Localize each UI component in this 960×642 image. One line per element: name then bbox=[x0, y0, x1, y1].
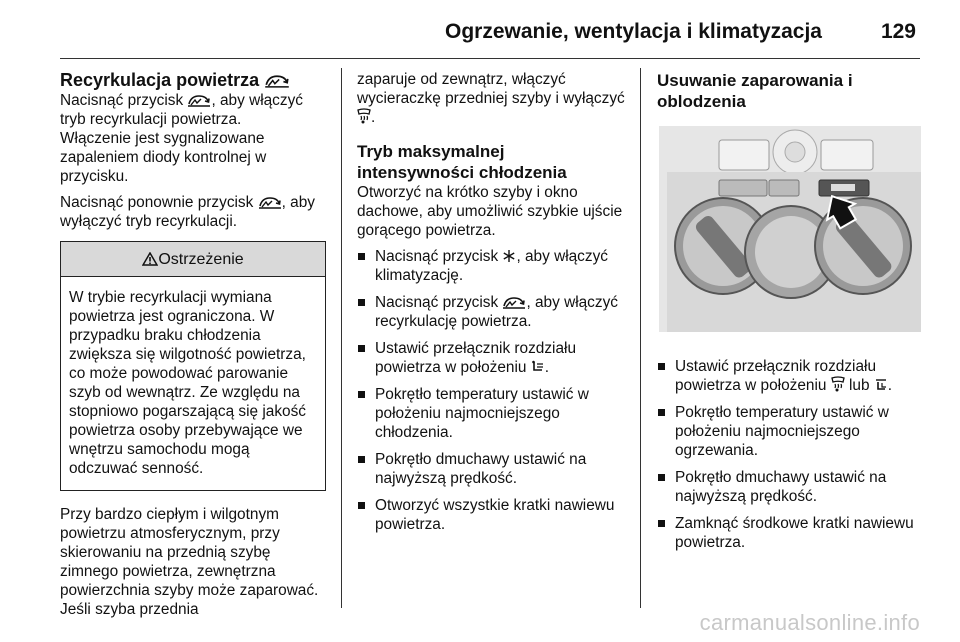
warning-text: W trybie recyrkulacji wymiana powietrza jest ograniczona. W przypadku braku chłodzenia zwiększa się wilgotność powietrza, co może powodować parowanie szyb od wewnątrz. Ze względu na stopniowo pogarszającą się jakość powietrza osoby przebywające we wnętrzu samochodu mogą odczuwać senność. bbox=[69, 289, 306, 477]
face-vent-icon bbox=[531, 360, 545, 374]
heading-text: Recyrkulacja powietrza bbox=[60, 70, 260, 90]
bullet-list bbox=[657, 357, 925, 552]
snowflake-icon bbox=[502, 249, 516, 263]
column-1 bbox=[60, 70, 326, 626]
text: lub bbox=[844, 377, 874, 394]
list-item: Pokrętło dmuchawy ustawić na najwyższą prędkość. bbox=[357, 450, 625, 488]
list-item bbox=[357, 247, 625, 285]
windshield-defrost-icon bbox=[831, 376, 845, 392]
windshield-defrost-icon bbox=[357, 108, 371, 124]
recirculation-icon bbox=[502, 295, 526, 309]
paragraph bbox=[60, 91, 326, 186]
text: zaparuje od zewnątrz, włączyć wycieraczkę przedniej szyby i wyłączyć bbox=[357, 71, 625, 107]
recirculation-icon bbox=[187, 93, 211, 107]
text: Nacisnąć przycisk bbox=[375, 248, 503, 265]
warning-title: Ostrzeżenie bbox=[158, 251, 244, 268]
section-heading-recirculation bbox=[60, 70, 326, 91]
paragraph bbox=[357, 70, 625, 127]
paragraph bbox=[60, 193, 326, 231]
list-item: Pokrętło dmuchawy ustawić na najwyższą prędkość. bbox=[657, 468, 925, 506]
text: Włączenie jest sygnalizowane zapaleniem diody kontrolnej w przycisku. bbox=[60, 130, 267, 185]
list-item bbox=[357, 339, 625, 377]
watermark: carmanualsonline.info bbox=[699, 610, 920, 635]
column-3 bbox=[657, 70, 925, 560]
windshield-footwell-icon bbox=[874, 378, 888, 392]
list-item bbox=[357, 293, 625, 331]
text: . bbox=[887, 377, 893, 394]
text: . bbox=[371, 109, 376, 126]
text: , aby wyłączyć tryb recyrkulacji. bbox=[60, 194, 315, 230]
list-item bbox=[657, 357, 925, 395]
list-item: Pokrętło temperatury ustawić w położeniu najmocniejszego chłodzenia. bbox=[357, 385, 625, 442]
page-number: 129 bbox=[880, 20, 916, 43]
text: Ustawić przełącznik rozdziału powietrza w położeniu bbox=[375, 340, 577, 376]
list-item: Pokrętło temperatury ustawić w położeniu najmocniejszego ogrzewania. bbox=[657, 403, 925, 460]
column-divider-2 bbox=[640, 68, 641, 608]
text: Nacisnąć przycisk bbox=[60, 92, 188, 109]
paragraph: Otworzyć na krótko szyby i okno dachowe, aby umożliwić szybkie ujście gorącego powietrza. bbox=[357, 184, 623, 239]
warning-triangle-icon bbox=[142, 252, 158, 266]
paragraph: Przy bardzo ciepłym i wilgotnym powietrzu atmosferycznym, przy skierowaniu na przednią szybę zimnego powietrza, zewnętrzna powierzchnia szyby może zaparować. Jeśli szyba przednia bbox=[60, 506, 319, 618]
climate-control-panel-photo bbox=[659, 126, 921, 332]
warning-header bbox=[61, 242, 325, 277]
warning-box bbox=[60, 241, 326, 491]
list-item: Zamknąć środkowe kratki nawiewu powietrza. bbox=[657, 514, 925, 552]
column-2 bbox=[357, 70, 625, 542]
text: , aby włączyć klimatyzację. bbox=[375, 248, 608, 284]
header-rule bbox=[60, 58, 920, 59]
list-item: Otworzyć wszystkie kratki nawiewu powietrza. bbox=[357, 496, 625, 534]
column-divider-1 bbox=[341, 68, 342, 608]
recirculation-icon bbox=[258, 195, 282, 209]
text: Nacisnąć przycisk bbox=[375, 294, 503, 311]
header-title: Ogrzewanie, wentylacja i klimatyzacja bbox=[444, 20, 822, 43]
text: Nacisnąć ponownie przycisk bbox=[60, 194, 258, 211]
text: , aby włączyć tryb recyrkulacji powietrza. bbox=[60, 92, 303, 128]
text: Ustawić przełącznik rozdziału powietrza w położeniu bbox=[675, 358, 877, 394]
section-heading-defrost: Usuwanie zaparowania i oblodzenia bbox=[657, 71, 853, 111]
text: , aby włączyć recyrkulację powietrza. bbox=[375, 294, 618, 330]
text: . bbox=[544, 359, 549, 376]
section-heading-max-cooling: Tryb maksymalnej intensywności chłodzenia bbox=[357, 142, 567, 182]
page-header bbox=[60, 10, 920, 60]
recirculation-icon bbox=[264, 73, 290, 88]
bullet-list bbox=[357, 247, 625, 534]
